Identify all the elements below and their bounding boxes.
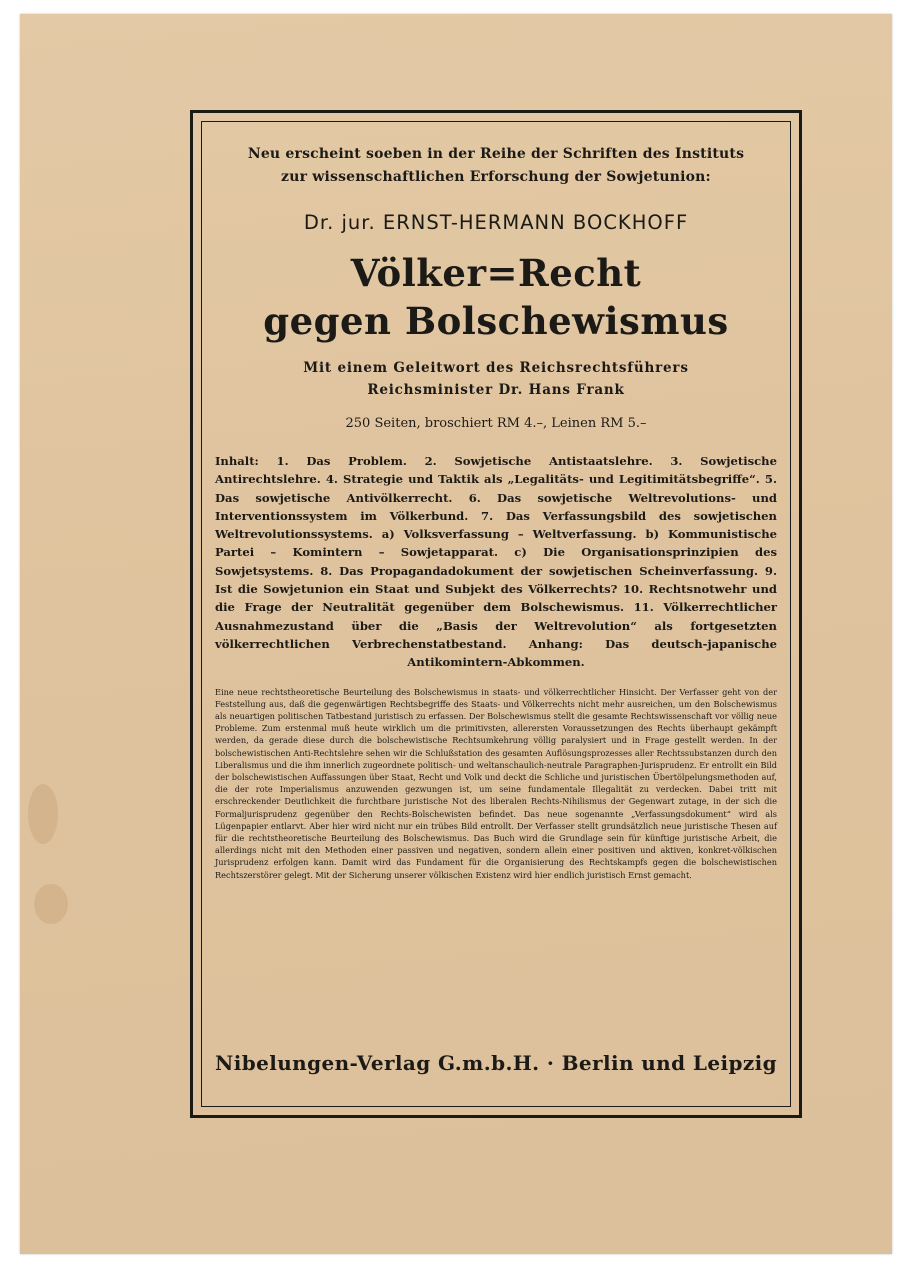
foreword-line-1: Mit einem Geleitwort des Reichsrechtsführers <box>303 360 689 376</box>
foreword-line-2: Reichsminister Dr. Hans Frank <box>367 382 625 398</box>
paper-sheet <box>20 14 892 1254</box>
price-info: 250 Seiten, broschiert RM 4.–, Leinen RM 5.– <box>345 416 647 431</box>
intro-line-1: Neu erscheint soeben in der Reihe der Schriften des Instituts <box>247 146 745 162</box>
table-of-contents: Inhalt: 1. Das Problem. 2. Sowjetische Antistaatslehre. 3. Sowjetische Antirechtslehre. 4. Strategie und Taktik als „Legalitäts- und Legitimitätsbegriffe“. 5. Das sowjetische Antivölkerrecht. 6. Das sowjetische Weltrevolutions- und Interventionssystem im Völkerbund. 7. Das Verfassungsbild des sowjetischen Weltrevolutionssystems. a) Volksverfassung – Weltverfassung. b) Kommunistische Partei – Komintern – Sowjetapparat. c) Die Organisationsprinzipien des Sowjetsystems. 8. Das Propagandadokument der sowjetischen Scheinverfassung. 9. Ist die Sowjetunion ein Staat und Subjekt des Völkerrechts? 10. Rechtsnotwehr und die Frage der Neutralität gegenüber dem Bolschewismus. 11. Völkerrechtlicher Ausnahmezustand über die „Basis der Weltrevolution“ als fortgesetzten völkerrechtlichen Verbrechenstatbestand. Anhang: Das deutsch-japanische Antikomintern-Abkommen. <box>215 454 777 670</box>
book-title <box>215 249 777 345</box>
intro-text <box>215 143 777 189</box>
publisher-line: Nibelungen-Verlag G.m.b.H. · Berlin und Leipzig <box>215 1051 777 1075</box>
intro-line-2: zur wissenschaftlichen Erforschung der Sowjetunion: <box>281 169 711 185</box>
foreword-note <box>215 357 777 401</box>
announcement-content <box>215 143 777 881</box>
paper-stain <box>34 884 68 924</box>
paper-stain <box>28 784 58 844</box>
title-line-1: Völker=Recht <box>350 251 642 295</box>
book-description: Eine neue rechtstheoretische Beurteilung des Bolschewismus in staats- und völkerrechtlicher Hinsicht. Der Verfasser geht von der Feststellung aus, daß die gegenwärtigen Rechtsbegriffe des Staats- und Völkerrechts nicht mehr ausreichen, um den Bolschewismus als neuartigen politischen Tatbestand juristisch zu erfassen. Der Bolschewismus stellt die gesamte Rechtswissenschaft vor völlig neue Probleme. Zum erstenmal muß heute wirklich um die primitivsten, allerersten Voraussetzungen des Rechts überhaupt gekämpft werden, da gerade diese durch die bolschewistische Rechtsumkehrung völlig paralysiert und in Frage gestellt werden. In der bolschewistischen Anti-Rechtslehre sehen wir die Schlußstation des gesamten Auflösungsprozesses aller Rechtssubstanzen durch den Liberalismus und die ihm innerlich zugeordnete politisch- und weltanschaulich-neutrale Paragraphen-Jurisprudenz. Er entrollt ein Bild der bolschewistischen Auffassungen über Staat, Recht und Volk und deckt die Schliche und juristischen Übertölpelungsmethoden auf, die der rote Imperialismus anzuwenden gezwungen ist, um seine fundamentale Illegalität zu verdecken. Dabei tritt mit erschreckender Deutlichkeit die furchtbare juristische Not des liberalen Rechts-Nihilismus der Gegenwart zutage, in der sich die Formaljurisprudenz gegenüber den Rechts-Bolschewisten befindet. Das neue sogenannte „Verfassungsdokument“ wird als Lügenpapier entlarvt. Aber hier wird nicht nur ein trübes Bild entrollt. Der Verfasser stellt grundsätzlich neue juristische Thesen auf für die rechtstheoretische Beurteilung des Bolschewismus. Das Buch wird die Grundlage sein für künftige juristische Arbeit, die allerdings nicht mit den Methoden einer passiven und negativen, sondern allein einer positiven und aktiven, konkret-völkischen Jurisprudenz erfolgen kann. Damit wird das Fundament für die Organisierung des Rechtskampfs gegen die bolschewistischen Rechtszerstörer gelegt. Mit der Sicherung unserer völkischen Existenz wird hier endlich juristisch Ernst gemacht. <box>215 686 777 880</box>
title-line-2: gegen Bolschewismus <box>263 299 729 343</box>
author-name: Dr. jur. ERNST-HERMANN BOCKHOFF <box>303 211 689 234</box>
double-border-frame <box>190 110 802 1118</box>
